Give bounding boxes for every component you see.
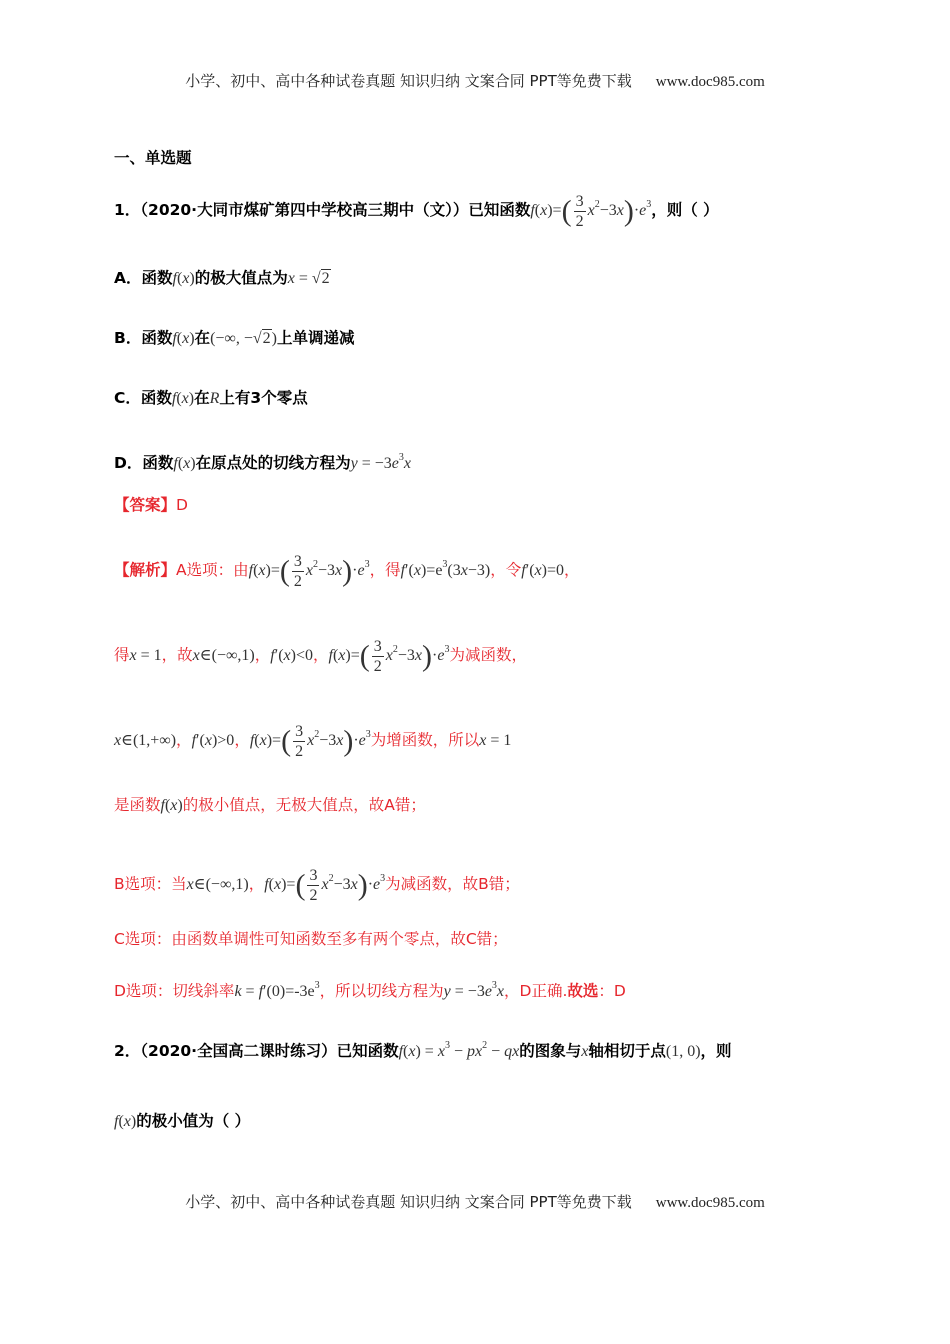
option-a-fx: f(x) (172, 270, 195, 287)
analysis-l2-formula: f(x)=( $\frac{3}{2}$ $x^2-3x)\cdot e^3$ (328, 638, 450, 675)
analysis-l6: C选项：由函数单调性可知函数至多有两个零点，故C错； (114, 930, 508, 948)
analysis-l5-c: 为减函数，故B错； (385, 875, 520, 894)
analysis-l5-a: B选项：当 (114, 875, 187, 894)
option-a-label: A．函数 (114, 269, 173, 287)
option-d[interactable] (114, 445, 834, 477)
option-a-text: 的极大值点为 (194, 269, 288, 287)
analysis-l3-pos: f′(x)>0 (191, 732, 235, 750)
analysis-l7-tangent: $y = -3e^3x$ (443, 980, 505, 1000)
q2-mid2: 轴相切于点 (588, 1042, 666, 1060)
analysis-l2-a: 得 (114, 646, 130, 665)
option-d-formula: $y = -3e^3x$ (350, 452, 411, 472)
option-b-fx: f(x) (172, 330, 195, 347)
option-b-text: 上单调递减 (276, 329, 355, 347)
page-footer (0, 1191, 950, 1212)
analysis-l1-zero: f′(x)=0 (521, 562, 564, 580)
analysis-line-1 (114, 552, 834, 591)
q2-fx: f(x) (114, 1113, 137, 1130)
analysis-l5-interval: x∈(−∞,1) (186, 876, 249, 894)
option-b[interactable] (114, 325, 834, 352)
option-c-mid: 在 (194, 389, 210, 407)
question-2-line-2 (114, 1108, 834, 1135)
analysis-line-2 (114, 637, 834, 676)
analysis-l7-slope: $k = f'(0)=-3e^3$ (234, 980, 320, 1000)
q2-suffix: ，则 (700, 1042, 732, 1060)
analysis-line-6 (114, 926, 834, 952)
option-b-label: B．函数 (114, 329, 173, 347)
question-1-stem (114, 192, 834, 231)
analysis-l7-e: ：D (598, 982, 626, 1000)
q1-suffix: ，则（ ） (651, 201, 719, 220)
section-title-text: 一、单选题 (114, 149, 192, 167)
analysis-line-7 (114, 973, 834, 1005)
analysis-l7-b: ，所以切线方程为 (319, 982, 444, 1000)
footer-site: www.doc985.com (655, 1195, 765, 1211)
option-d-label: D．函数 (114, 454, 174, 472)
answer-line (114, 492, 834, 518)
footer-text: 小学、初中、高中各种试卷真题 知识归纳 文案合同 PPT等免费下载 (185, 1193, 632, 1211)
analysis-l4-fx: f(x) (160, 797, 183, 814)
analysis-line-4 (114, 792, 834, 819)
option-d-fx: f(x) (173, 455, 196, 472)
answer-label: 【答案】 (114, 496, 177, 514)
analysis-l3-c: 为增函数，所以 (370, 731, 480, 750)
analysis-l7-d: 故选 (567, 982, 599, 1000)
analysis-l5-b: ， (248, 875, 265, 894)
q2-function-formula: $f(x) = x^3 - px^2$ − qx (398, 1040, 520, 1060)
analysis-l3-b: ， (234, 731, 250, 750)
q2-line2: 的极小值为（ ） (136, 1112, 251, 1130)
analysis-l3-a: ， (176, 731, 192, 750)
answer-value: D (176, 496, 188, 514)
option-c-fx: f(x) (171, 390, 195, 407)
analysis-l1-d: ， (563, 561, 580, 580)
analysis-l5-formula: f(x)=( $\frac{3}{2}$ $x^2-3x)\cdot e^3$ (264, 867, 386, 904)
header-text: 小学、初中、高中各种试卷真题 知识归纳 文案合同 PPT等免费下载 (185, 72, 632, 90)
option-c-r: R (209, 390, 220, 407)
option-a-formula: x = √2 (287, 270, 330, 287)
analysis-l1-b: ，得 (369, 561, 401, 580)
q2-x-axis: x (581, 1043, 589, 1060)
analysis-l1-fx-formula: f(x)=( $\frac{3}{2}$ $x^2-3x)\cdot e^3$ (248, 553, 370, 590)
analysis-l2-e: 为减函数， (449, 646, 527, 665)
analysis-l2-c: ， (254, 646, 271, 665)
analysis-l1-a: A选项：由 (176, 561, 249, 580)
analysis-l2-x1: x = 1 (129, 647, 162, 665)
option-c[interactable] (114, 385, 834, 412)
header-site: www.doc985.com (655, 74, 765, 90)
q2-number: 2． (114, 1042, 141, 1060)
q2-point: (1, 0) (665, 1043, 701, 1060)
analysis-l4-a: 是函数 (114, 796, 161, 814)
option-a[interactable] (114, 265, 834, 292)
analysis-l2-d: ， (312, 646, 329, 665)
analysis-l3-x1: x = 1 (479, 732, 512, 750)
analysis-l2-neg: f′(x)<0 (270, 647, 313, 665)
analysis-line-5 (114, 866, 834, 905)
analysis-l2-b: ，故 (161, 646, 193, 665)
page-header (0, 70, 950, 91)
analysis-l1-derivative: $f'(x)=e^3(3x-3)$ (400, 559, 491, 580)
analysis-l1-c: ，令 (490, 561, 522, 580)
q1-source: （2020·大同市煤矿第四中学校高三期中（文））已知函数 (140, 201, 531, 220)
analysis-line-3 (114, 722, 834, 761)
option-c-label: C．函数 (114, 389, 172, 407)
q1-number: 1． (114, 201, 141, 220)
analysis-l4-b: 的极小值点，无极大值点，故A错； (182, 796, 426, 814)
option-b-interval: (−∞, −√2) (210, 330, 277, 347)
analysis-l7-c: ，D正确. (504, 982, 568, 1000)
q2-mid1: 的图象与 (519, 1042, 582, 1060)
option-d-text: 在原点处的切线方程为 (195, 454, 351, 472)
q1-function-formula: f(x)=( $\frac{3}{2}$ $x^2-3x)\cdot e^3$ (530, 193, 652, 230)
analysis-l7-a: D选项：切线斜率 (114, 982, 235, 1000)
analysis-l2-interval: x∈(−∞,1) (192, 647, 255, 665)
option-b-mid: 在 (194, 329, 211, 347)
section-title (114, 145, 834, 171)
analysis-l3-interval: x∈(1,+∞) (114, 732, 177, 750)
option-c-text: 上有3个零点 (219, 389, 308, 407)
analysis-l3-formula: f(x)=( $\frac{3}{2}$ $x^2-3x)\cdot e^3$ (249, 723, 371, 760)
q2-source: （2020·全国高二课时练习）已知函数 (140, 1042, 399, 1060)
analysis-label: 【解析】 (114, 561, 177, 580)
question-2-stem (114, 1033, 834, 1065)
